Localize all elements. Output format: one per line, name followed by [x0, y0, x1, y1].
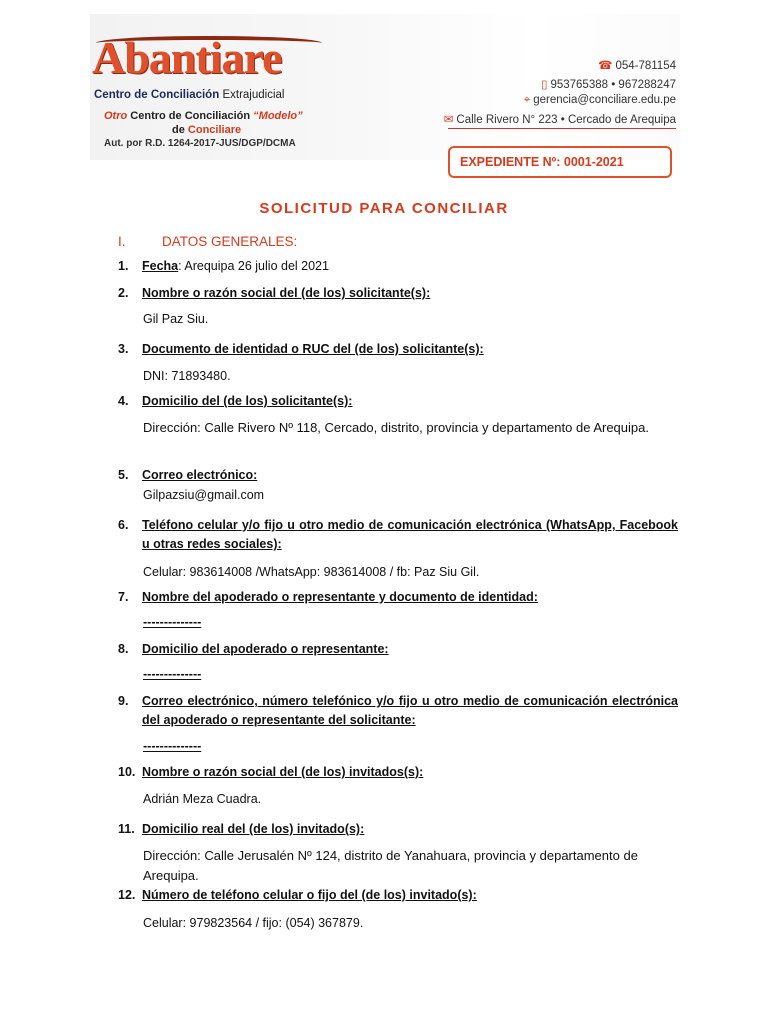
header-divider	[448, 128, 676, 129]
list-item: 12. Número de teléfono celular o fijo del (de los) invitado(s):	[118, 888, 477, 902]
list-item: 4. Domicilio del (de los) solicitante(s):	[118, 394, 353, 408]
authorization-text: Aut. por R.D. 1264-2017-JUS/DGP/DCMA	[104, 138, 296, 149]
contact-address: ✉ Calle Rivero N° 223 • Cercado de Arequipa	[443, 114, 676, 126]
answer-text: Gil Paz Siu.	[143, 312, 209, 326]
expediente-box: EXPEDIENTE Nº: 0001-2021	[448, 146, 672, 178]
answer-text: --------------	[143, 739, 202, 753]
answer-text: Gilpazsiu@gmail.com	[143, 488, 265, 502]
logo-subtitle: Centro de Conciliación Extrajudicial	[94, 89, 285, 101]
logo-text: Abantiare	[92, 32, 282, 83]
list-item: 6. Teléfono celular y/o fijo u otro medio de comunicación electrónica (WhatsApp, Facebook u otras redes sociales):	[118, 518, 678, 551]
answer-text: Adrián Meza Cuadra.	[143, 792, 262, 806]
contact-email: ⌖ gerencia@conciliare.edu.pe	[523, 94, 676, 106]
answer-text: --------------	[143, 667, 202, 681]
list-item: 2. Nombre o razón social del (de los) solicitante(s):	[118, 286, 431, 300]
list-item: 8. Domicilio del apoderado o representante:	[118, 642, 389, 656]
answer-text: DNI: 71893480.	[143, 369, 231, 383]
section-heading: I. DATOS GENERALES:	[118, 234, 298, 249]
list-item: 1. Fecha: Arequipa 26 julio del 2021	[118, 259, 329, 273]
answer-text: Dirección: Calle Rivero Nº 118, Cercado, distrito, provincia y departamento de Arequipa.	[143, 420, 649, 435]
motto: Otro Centro de Conciliación “Modelo”	[104, 110, 303, 122]
answer-text: Dirección: Calle Jerusalén Nº 124, distrito de Yanahuara, provincia y departamento de Arequipa.	[143, 848, 638, 883]
mobile-icon: ▯	[541, 79, 548, 91]
contact-mobile: ▯ 953765388 • 967288247	[541, 79, 676, 91]
document-title: SOLICITUD PARA CONCILIAR	[259, 200, 509, 217]
contact-phone: ☎ 054-781154	[598, 60, 676, 72]
list-item: 11. Domicilio real del (de los) invitado(s):	[118, 822, 365, 836]
list-item: 9. Correo electrónico, número telefónico y/o fijo u otro medio de comunicación electrónica del apoderado o representante del solicitante:	[118, 694, 678, 727]
list-item: 10. Nombre o razón social del (de los) invitados(s):	[118, 765, 424, 779]
phone-icon: ☎	[598, 60, 613, 72]
list-item: 3. Documento de identidad o RUC del (de los) solicitante(s):	[118, 342, 484, 356]
list-item: 7. Nombre del apoderado o representante y documento de identidad:	[118, 590, 538, 604]
company-logo	[92, 34, 328, 92]
answer-text: Celular: 979823564 / fijo: (054) 367879.	[143, 916, 364, 930]
answer-text: Celular: 983614008 /WhatsApp: 983614008 / fb: Paz Siu Gil.	[143, 565, 480, 579]
envelope-icon: ✉	[443, 114, 454, 126]
list-item: 5. Correo electrónico:	[118, 468, 258, 482]
answer-text: --------------	[143, 615, 202, 629]
motto-line-2: de Conciliare	[172, 124, 242, 136]
mouse-icon: ⌖	[523, 94, 531, 106]
